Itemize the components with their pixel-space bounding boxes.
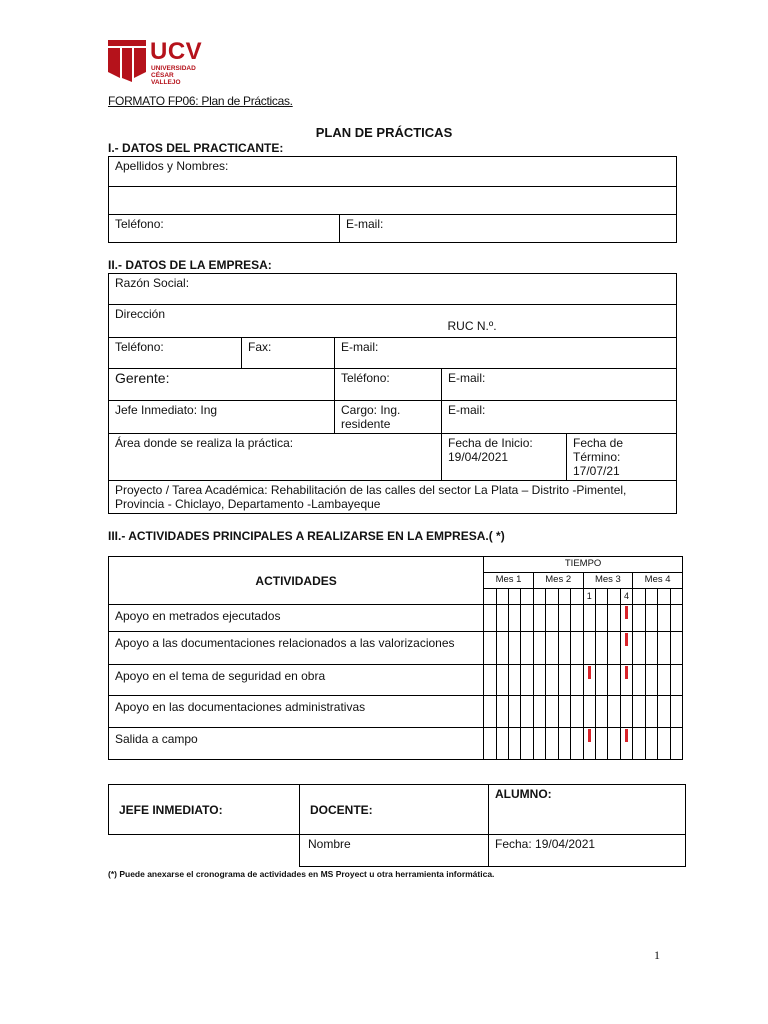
schedule-cell[interactable] — [596, 632, 608, 665]
logo-line1: UNIVERSIDAD — [151, 65, 196, 72]
schedule-cell[interactable] — [484, 728, 496, 760]
week-header — [521, 589, 533, 605]
practicante-telefono-label: Teléfono: — [109, 215, 340, 243]
schedule-cell[interactable] — [571, 632, 583, 665]
schedule-cell[interactable] — [670, 665, 683, 696]
jefe-label: Jefe Inmediato: Ing — [109, 401, 335, 434]
schedule-cell[interactable] — [546, 696, 558, 728]
week-header — [533, 589, 545, 605]
schedule-cell[interactable] — [645, 605, 657, 632]
month-header: Mes 3 — [583, 573, 633, 589]
schedule-cell[interactable] — [645, 696, 657, 728]
schedule-cell[interactable] — [658, 632, 670, 665]
empresa-table — [108, 273, 677, 514]
schedule-cell[interactable] — [633, 605, 645, 632]
schedule-cell[interactable] — [670, 696, 683, 728]
week-header — [633, 589, 645, 605]
area-label: Área donde se realiza la práctica: — [109, 434, 442, 481]
schedule-cell[interactable] — [596, 728, 608, 760]
activity-row — [109, 728, 683, 760]
week-header — [509, 589, 521, 605]
activity-label: Apoyo en las documentaciones administrativas — [109, 696, 484, 728]
schedule-cell[interactable] — [645, 728, 657, 760]
week-header — [484, 589, 496, 605]
activities-header: ACTIVIDADES — [109, 557, 484, 605]
schedule-cell[interactable] — [484, 605, 496, 632]
empresa-telefono-label: Teléfono: — [109, 338, 242, 369]
gerente-telefono-label: Teléfono: — [335, 369, 442, 401]
schedule-mark — [588, 666, 591, 679]
week-header — [571, 589, 583, 605]
schedule-cell[interactable] — [620, 728, 632, 760]
schedule-cell[interactable] — [558, 605, 570, 632]
page-title: PLAN DE PRÁCTICAS — [315, 125, 453, 140]
schedule-cell[interactable] — [571, 605, 583, 632]
practicante-table — [108, 156, 677, 243]
schedule-cell[interactable] — [571, 728, 583, 760]
schedule-mark — [625, 729, 628, 742]
schedule-cell[interactable] — [608, 728, 620, 760]
month-header: Mes 4 — [633, 573, 683, 589]
schedule-cell[interactable] — [533, 728, 545, 760]
docente-signature-label: DOCENTE: — [300, 785, 489, 835]
week-header — [596, 589, 608, 605]
practicante-email-label: E-mail: — [340, 215, 677, 243]
activity-row — [109, 665, 683, 696]
schedule-cell[interactable] — [496, 696, 508, 728]
section3-heading: III.- ACTIVIDADES PRINCIPALES A REALIZARSE EN LA EMPRESA.( *) — [108, 529, 505, 543]
schedule-cell[interactable] — [521, 632, 533, 665]
schedule-cell[interactable] — [583, 605, 595, 632]
tiempo-header: TIEMPO — [484, 557, 683, 573]
schedule-cell[interactable] — [583, 665, 595, 696]
activity-label: Apoyo en metrados ejecutados — [109, 605, 484, 632]
activity-label: Salida a campo — [109, 728, 484, 760]
schedule-cell[interactable] — [658, 696, 670, 728]
schedule-cell[interactable] — [509, 665, 521, 696]
section2-heading: II.- DATOS DE LA EMPRESA: — [108, 258, 272, 272]
schedule-cell[interactable] — [558, 728, 570, 760]
schedule-cell[interactable] — [608, 605, 620, 632]
schedule-cell[interactable] — [658, 728, 670, 760]
week-header — [645, 589, 657, 605]
week-header — [658, 589, 670, 605]
schedule-cell[interactable] — [509, 696, 521, 728]
activity-row — [109, 605, 683, 632]
activity-row — [109, 632, 683, 665]
schedule-cell[interactable] — [608, 665, 620, 696]
schedule-cell[interactable] — [546, 605, 558, 632]
schedule-cell[interactable] — [596, 696, 608, 728]
schedule-cell[interactable] — [596, 605, 608, 632]
schedule-cell[interactable] — [583, 632, 595, 665]
format-title: FORMATO FP06: Plan de Prácticas. — [108, 94, 293, 108]
schedule-cell[interactable] — [533, 632, 545, 665]
schedule-cell[interactable] — [496, 605, 508, 632]
schedule-cell[interactable] — [533, 605, 545, 632]
week-header: 4 — [620, 589, 632, 605]
schedule-mark — [625, 606, 628, 619]
schedule-mark — [625, 666, 628, 679]
schedule-cell[interactable] — [484, 696, 496, 728]
schedule-cell[interactable] — [571, 696, 583, 728]
ruc-label: RUC N.º. — [442, 305, 677, 338]
schedule-cell[interactable] — [571, 665, 583, 696]
schedule-cell[interactable] — [620, 696, 632, 728]
apellidos-label: Apellidos y Nombres: — [109, 157, 677, 187]
activity-label: Apoyo en el tema de seguridad en obra — [109, 665, 484, 696]
schedule-cell[interactable] — [633, 696, 645, 728]
schedule-cell[interactable] — [583, 696, 595, 728]
direccion-label: Dirección — [109, 305, 442, 338]
schedule-cell[interactable] — [596, 665, 608, 696]
week-header — [558, 589, 570, 605]
cargo-label: Cargo: Ing. residente — [335, 401, 442, 434]
jefe-signature-label: JEFE INMEDIATO: — [109, 785, 300, 835]
schedule-cell[interactable] — [658, 605, 670, 632]
logo-name: UCV — [150, 38, 203, 65]
razon-social-label: Razón Social: — [109, 274, 677, 305]
schedule-cell[interactable] — [558, 632, 570, 665]
week-header — [670, 589, 683, 605]
schedule-cell[interactable] — [509, 605, 521, 632]
gerente-email-label: E-mail: — [442, 369, 677, 401]
signature-table — [108, 784, 686, 867]
schedule-cell[interactable] — [670, 728, 683, 760]
schedule-cell[interactable] — [583, 728, 595, 760]
fecha-label: Fecha: 19/04/2021 — [489, 835, 686, 867]
schedule-cell[interactable] — [633, 632, 645, 665]
schedule-mark — [625, 633, 628, 646]
schedule-cell[interactable] — [496, 665, 508, 696]
schedule-cell[interactable] — [633, 665, 645, 696]
schedule-cell[interactable] — [620, 605, 632, 632]
schedule-cell[interactable] — [645, 632, 657, 665]
month-header: Mes 1 — [484, 573, 534, 589]
alumno-signature-label: ALUMNO: — [489, 785, 686, 835]
schedule-cell[interactable] — [496, 632, 508, 665]
schedule-cell[interactable] — [620, 632, 632, 665]
logo-line2: CÉSAR VALLEJO — [151, 72, 181, 86]
ucv-logo — [108, 38, 204, 86]
month-header: Mes 2 — [533, 573, 583, 589]
schedule-cell[interactable] — [620, 665, 632, 696]
page-number: 1 — [654, 948, 660, 962]
schedule-cell[interactable] — [670, 605, 683, 632]
gerente-label: Gerente: — [109, 369, 335, 401]
schedule-cell[interactable] — [533, 665, 545, 696]
week-header — [608, 589, 620, 605]
schedule-cell[interactable] — [484, 665, 496, 696]
schedule-cell[interactable] — [633, 728, 645, 760]
schedule-cell[interactable] — [509, 632, 521, 665]
fecha-inicio: Fecha de Inicio: 19/04/2021 — [442, 434, 567, 481]
empty-cell — [109, 835, 300, 867]
schedule-cell[interactable] — [645, 665, 657, 696]
schedule-cell[interactable] — [484, 632, 496, 665]
schedule-cell[interactable] — [658, 665, 670, 696]
schedule-cell[interactable] — [496, 728, 508, 760]
schedule-cell[interactable] — [509, 728, 521, 760]
week-header — [546, 589, 558, 605]
activities-table — [108, 556, 683, 760]
activity-label: Apoyo a las documentaciones relacionados a las valorizaciones — [109, 632, 484, 665]
schedule-cell[interactable] — [546, 728, 558, 760]
week-header: 1 — [583, 589, 595, 605]
empresa-email-label: E-mail: — [335, 338, 677, 369]
schedule-cell[interactable] — [608, 632, 620, 665]
schedule-cell[interactable] — [546, 632, 558, 665]
schedule-cell[interactable] — [521, 665, 533, 696]
fecha-termino: Fecha de Término: 17/07/21 — [567, 434, 677, 481]
schedule-cell[interactable] — [533, 696, 545, 728]
schedule-cell[interactable] — [558, 665, 570, 696]
nombre-label: Nombre — [300, 835, 489, 867]
schedule-cell[interactable] — [521, 696, 533, 728]
footnote: (*) Puede anexarse el cronograma de actividades en MS Proyect u otra herramienta informática. — [108, 869, 495, 879]
schedule-cell[interactable] — [546, 665, 558, 696]
schedule-cell[interactable] — [670, 632, 683, 665]
activity-row — [109, 696, 683, 728]
schedule-mark — [588, 729, 591, 742]
fax-label: Fax: — [242, 338, 335, 369]
schedule-cell[interactable] — [521, 605, 533, 632]
schedule-cell[interactable] — [608, 696, 620, 728]
ucv-shield-icon — [108, 38, 146, 82]
schedule-cell[interactable] — [521, 728, 533, 760]
proyecto-text: Proyecto / Tarea Académica: Rehabilitación de las calles del sector La Plata – Distrito -Pimentel, Provincia - Chiclayo, Departamento -Lambayeque — [109, 481, 677, 514]
week-header — [496, 589, 508, 605]
apellidos-value-field[interactable] — [109, 187, 677, 215]
section1-heading: I.- DATOS DEL PRACTICANTE: — [108, 141, 284, 155]
jefe-email-label: E-mail: — [442, 401, 677, 434]
schedule-cell[interactable] — [558, 696, 570, 728]
